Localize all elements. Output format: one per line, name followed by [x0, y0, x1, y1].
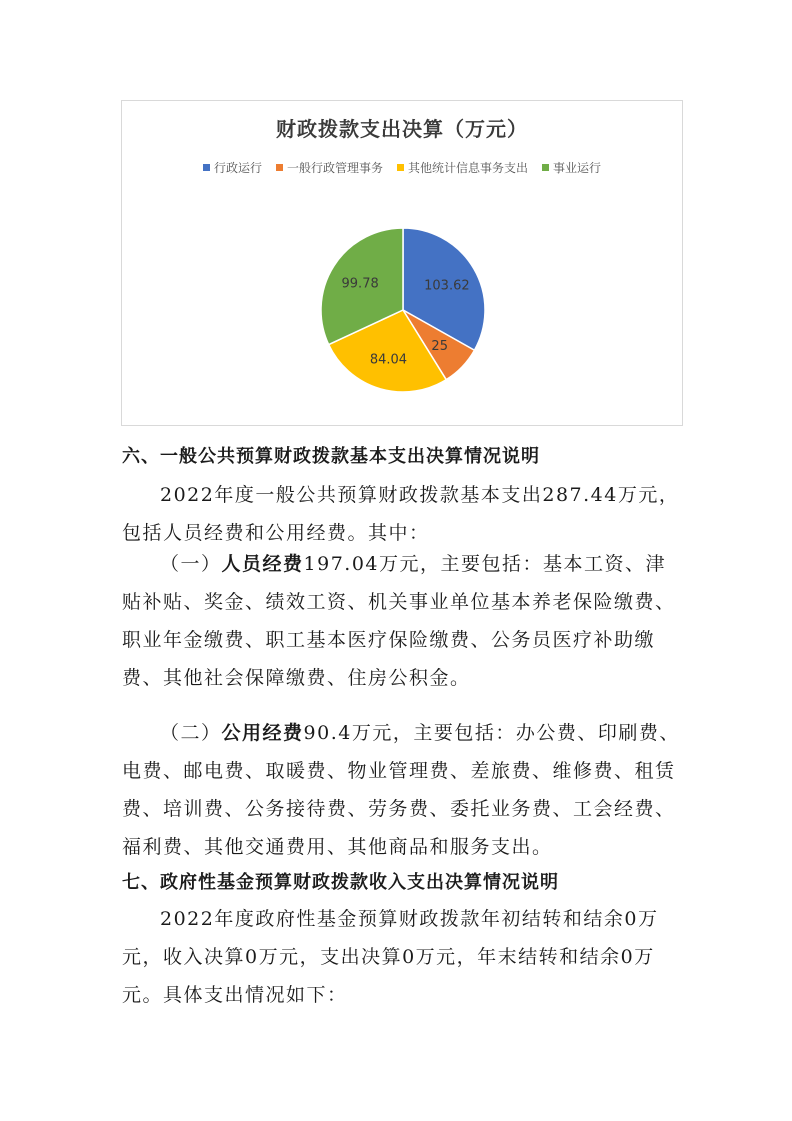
- item-prefix: （一）: [160, 553, 222, 575]
- legend-label: 一般行政管理事务: [286, 161, 383, 175]
- pie-chart: [121, 100, 683, 426]
- section-6-paragraph-3: [122, 714, 682, 866]
- item-text: 197.04万元，主要包括：基本工资、津贴补贴、奖金、绩效工资、机关事业单位基本养老保险缴费、职业年金缴费、职工基本医疗保险缴费、公务员医疗补助缴费、其他社会保障缴费、住房公积金。: [122, 553, 676, 689]
- slice-data-label: 84.04: [369, 352, 408, 368]
- legend-label: 其他统计信息事务支出: [408, 161, 529, 175]
- section-6-paragraph-2: [122, 545, 682, 697]
- item-keyword: 公用经费: [221, 722, 304, 744]
- legend-label: 事业运行: [553, 161, 602, 175]
- legend-label: 行政运行: [213, 161, 262, 175]
- item-text: 90.4万元，主要包括：办公费、印刷费、电费、邮电费、取暖费、物业管理费、差旅费、维修费、租赁费、培训费、公务接待费、劳务费、委托业务费、工会经费、福利费、其他交通费用、其他商品和服务支出。: [122, 722, 680, 858]
- section-7-paragraph-1: 2022年度政府性基金预算财政拨款年初结转和结余0万元，收入决算0万元，支出决算0万元，年末结转和结余0万元。具体支出情况如下：: [122, 908, 659, 1006]
- chart-title: 财政拨款支出决算（万元）: [276, 117, 528, 141]
- slice-data-label: 103.62: [424, 278, 470, 294]
- item-prefix: （二）: [160, 722, 222, 744]
- slice-data-label: 99.78: [341, 276, 379, 292]
- section-6-heading: 六、一般公共预算财政拨款基本支出决算情况说明: [122, 446, 540, 467]
- item-keyword: 人员经费: [221, 553, 304, 575]
- pie-svg: [122, 101, 682, 425]
- section-7-heading: 七、政府性基金预算财政拨款收入支出决算情况说明: [122, 872, 559, 893]
- slice-data-label: 25: [431, 339, 448, 355]
- section-6-paragraph-1: 2022年度一般公共预算财政拨款基本支出287.44万元，包括人员经费和公用经费。其中：: [122, 484, 680, 544]
